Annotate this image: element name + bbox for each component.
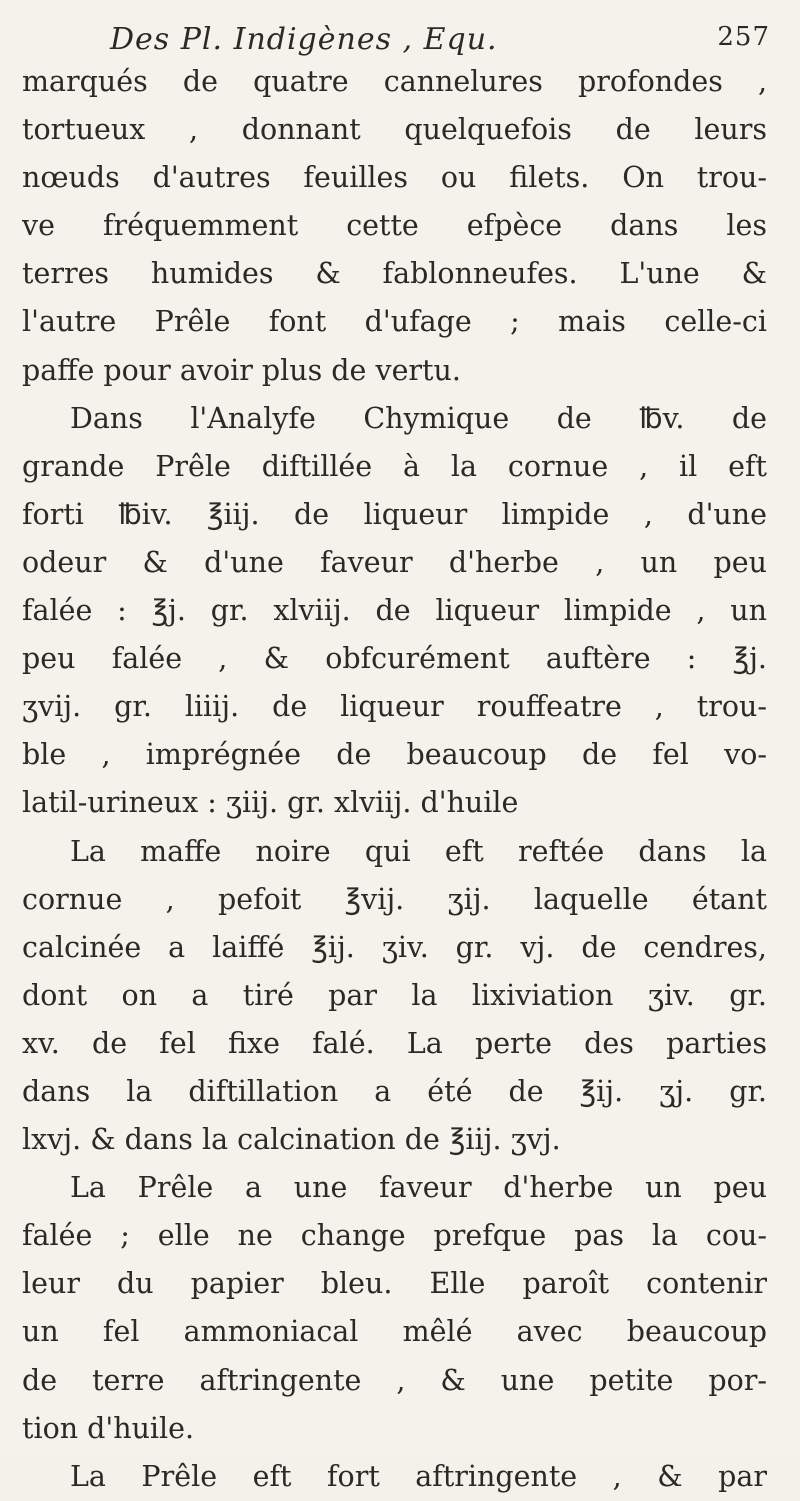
text-line: xv. de fel fixe falé. La perte des parties <box>22 1026 767 1060</box>
text-line: terres humides & fablonneufes. L'une & <box>22 257 767 291</box>
text-line: paffe pour avoir plus de vertu. <box>22 353 461 387</box>
text-line: dont on a tiré par la lixiviation ʒiv. gr. <box>22 978 767 1012</box>
text-line: latil-urineux : ʒiij. gr. xlviij. d'huile <box>22 786 519 820</box>
text-line: de terre aftringente , & une petite por- <box>22 1363 767 1397</box>
text-line: ble , imprégnée de beaucoup de fel vo- <box>22 738 767 772</box>
text-line: grande Prêle diftillée à la cornue , il eft <box>22 449 767 483</box>
text-line: falée : ℥j. gr. xlviij. de liqueur limpide , un <box>22 594 767 628</box>
text-line: tion d'huile. <box>22 1411 195 1445</box>
text-line: peu falée , & obfcurément auftère : ℥j. <box>22 642 767 676</box>
text-line: nœuds d'autres feuilles ou filets. On trou- <box>22 161 767 195</box>
text-line: ʒvij. gr. liiij. de liqueur rouffeatre , trou- <box>22 690 767 724</box>
text-line: Dans l'Analyfe Chymique de ℔v. de <box>70 401 767 435</box>
running-title: Des Pl. Indigènes , Equ. <box>110 22 498 57</box>
text-line: leur du papier bleu. Elle paroît contenir <box>22 1267 767 1301</box>
text-line: marqués de quatre cannelures profondes , <box>22 65 767 98</box>
text-line: cornue , pefoit ℥vij. ʒij. laquelle étant <box>22 882 767 916</box>
text-line: un fel ammoniacal mêlé avec beaucoup <box>22 1315 767 1349</box>
text-line: La Prêle a une faveur d'herbe un peu <box>70 1171 767 1205</box>
page-number: 257 <box>717 22 770 52</box>
text-line: l'autre Prêle font d'ufage ; mais celle-ci <box>22 305 767 339</box>
page-header <box>110 16 770 62</box>
text-line: dans la diftillation a été de ℥ij. ʒj. gr. <box>22 1074 767 1108</box>
text-line: ve fréquemment cette efpèce dans les <box>22 209 767 243</box>
text-line: odeur & d'une faveur d'herbe , un peu <box>22 545 767 579</box>
text-line: calcinée a laiffé ℥ij. ʒiv. gr. vj. de cendres, <box>22 930 767 964</box>
body-text <box>22 58 767 1501</box>
text-line: lxvj. & dans la calcination de ℥iij. ʒvj. <box>22 1123 561 1157</box>
text-line: forti ℔iv. ℥iij. de liqueur limpide , d'une <box>22 497 767 531</box>
text-line: La Prêle eft fort aftringente , & par <box>70 1459 767 1493</box>
text-line: La maffe noire qui eft reftée dans la <box>70 834 767 868</box>
text-line: falée ; elle ne change prefque pas la cou- <box>22 1219 767 1253</box>
text-line: tortueux , donnant quelquefois de leurs <box>22 113 767 147</box>
